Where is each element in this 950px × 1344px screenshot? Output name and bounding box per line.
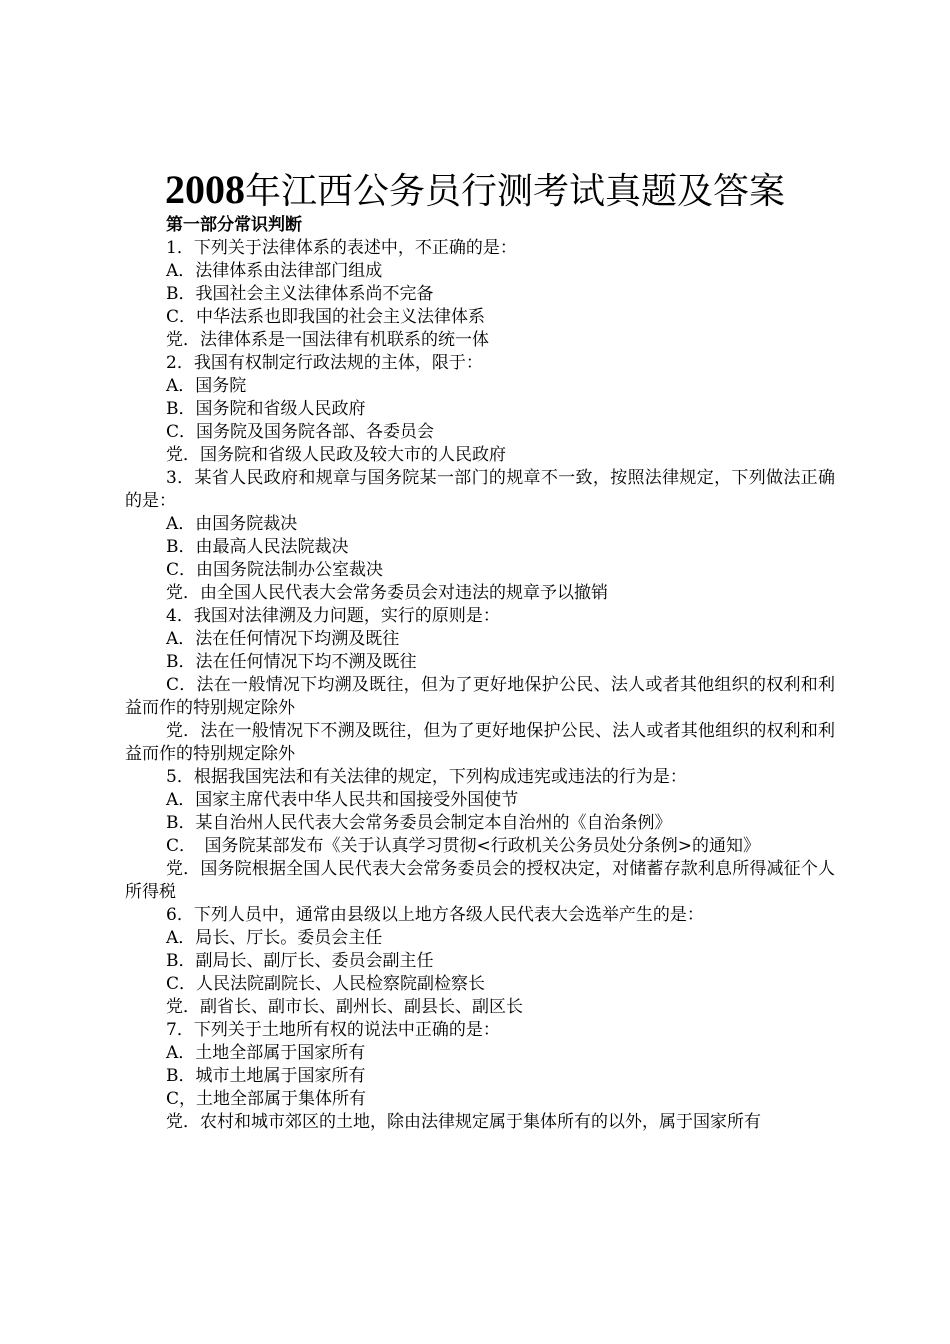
text-line: B．副局长、副厅长、委员会副主任 — [166, 951, 434, 971]
text-line: 7．下列关于土地所有权的说法中正确的是： — [166, 1020, 500, 1040]
text-line: 5．根据我国宪法和有关法律的规定，下列构成违宪或违法的行为是： — [166, 767, 687, 787]
text-line: A．法在任何情况下均溯及既往 — [166, 629, 400, 649]
text-line: A．法律体系由法律部门组成 — [166, 261, 383, 281]
question-list — [125, 237, 835, 1134]
text-line: 党．农村和城市郊区的土地，除由法律规定属于集体所有的以外，属于国家所有 — [166, 1112, 761, 1132]
text-line: 2．我国有权制定行政法规的主体，限于： — [166, 353, 483, 373]
text-line: B．由最高人民法院裁决 — [166, 537, 349, 557]
text-line: 3．某省人民政府和规章与国务院某一部门的规章不一致，按照法律规定，下列做法正确的是： — [125, 468, 835, 511]
text-line: C．由国务院法制办公室裁决 — [166, 560, 384, 580]
title-text: 年江西公务员行测考试真题及答案 — [244, 171, 785, 212]
text-line: 6．下列人员中，通常由县级以上地方各级人民代表大会选举产生的是： — [166, 905, 704, 925]
text-line: 党．国务院根据全国人民代表大会常务委员会的授权决定，对储蓄存款利息所得减征个人所得税 — [125, 859, 835, 902]
text-line: A．由国务院裁决 — [166, 514, 298, 534]
title-year: 2008 — [164, 167, 245, 212]
text-line: 党．法律体系是一国法律有机联系的统一体 — [166, 330, 489, 350]
text-line: 党．国务院和省级人民政及较大市的人民政府 — [166, 445, 506, 465]
text-line: C，土地全部属于集体所有 — [166, 1089, 367, 1109]
text-line: A．国家主席代表中华人民共和国接受外国使节 — [166, 790, 519, 810]
text-line: B．国务院和省级人民政府 — [166, 399, 366, 419]
text-line: A．国务院 — [166, 376, 247, 396]
page-title — [0, 166, 950, 216]
text-line: 1．下列关于法律体系的表述中，不正确的是： — [166, 238, 517, 258]
text-line: C．法在一般情况下均溯及既往，但为了更好地保护公民、法人或者其他组织的权利和利益而作的特别规定除外 — [125, 675, 835, 718]
text-line: 党．法在一般情况下不溯及既往，但为了更好地保护公民、法人或者其他组织的权利和利益而作的特别规定除外 — [125, 721, 835, 764]
text-line: 党．副省长、副市长、副州长、副县长、副区长 — [166, 997, 523, 1017]
text-line: C．人民法院副院长、人民检察院副检察长 — [166, 974, 486, 994]
text-line: 4．我国对法律溯及力问题，实行的原则是： — [166, 606, 500, 626]
document-body — [125, 214, 835, 1134]
text-line: C． 国务院某部发布《关于认真学习贯彻<行政机关公务员处分条例>的通知》 — [166, 836, 760, 856]
text-line: A．局长、厅长。委员会主任 — [166, 928, 383, 948]
text-line: B．法在任何情况下均不溯及既往 — [166, 652, 417, 672]
text-line: C．国务院及国务院各部、各委员会 — [166, 422, 435, 442]
text-line: B．某自治州人民代表大会常务委员会制定本自治州的《自治条例》 — [166, 813, 672, 833]
section-heading: 第一部分常识判断 — [166, 215, 302, 235]
text-line: A．土地全部属于国家所有 — [166, 1043, 366, 1063]
text-line: C．中华法系也即我国的社会主义法律体系 — [166, 307, 486, 327]
text-line: B．我国社会主义法律体系尚不完备 — [166, 284, 434, 304]
text-line: 党．由全国人民代表大会常务委员会对违法的规章予以撤销 — [166, 583, 608, 603]
text-line: B．城市土地属于国家所有 — [166, 1066, 366, 1086]
